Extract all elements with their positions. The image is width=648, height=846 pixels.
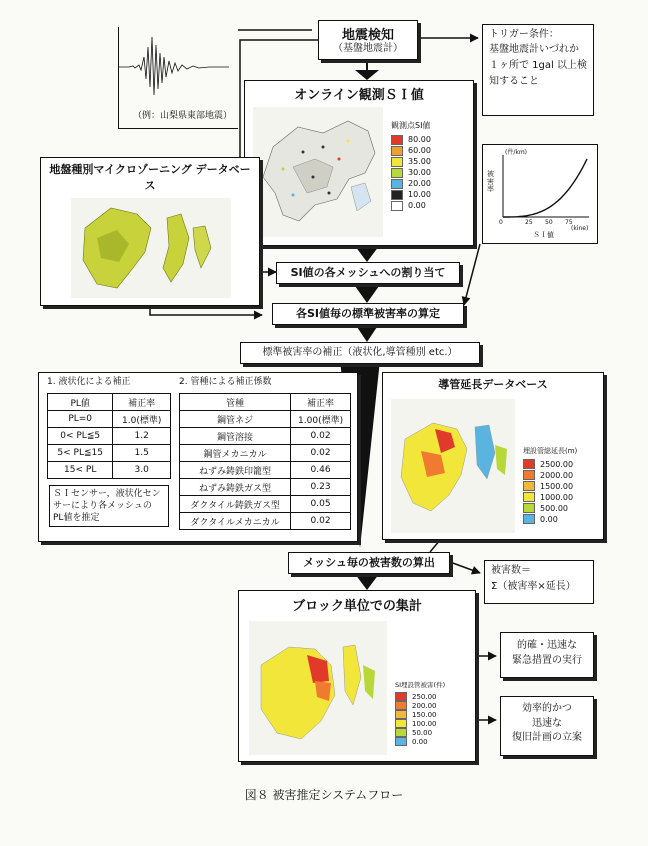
legend-row: 0.00: [523, 514, 599, 525]
detection-sub: （基盤地震計）: [333, 43, 403, 54]
liquefaction-note: ＳＩセンサー，液状化センサーにより各メッシュの PL値を推定: [49, 485, 169, 527]
pipe-length-map: [391, 399, 515, 533]
curve-yunit: (件/km): [505, 149, 528, 156]
liquefaction-heading: 1. 液状化による補正: [47, 377, 131, 387]
arrow-down-4: [355, 324, 379, 342]
pipe-length-legend: [523, 447, 599, 525]
online-si-map-graphic: [253, 107, 383, 237]
table-row: 5< PL≦15 1.5: [48, 445, 171, 462]
legend-swatch: [523, 514, 535, 524]
pipe-length-legend-title: 埋設管総延長(m): [523, 447, 578, 455]
damage-rate-curve: [482, 144, 598, 244]
step-rate-label: 各SI値毎の標準被害率の算定: [295, 307, 440, 320]
online-si-title: オンライン観測ＳＩ値: [294, 88, 424, 103]
out2-line1: 効率的かつ: [522, 703, 572, 714]
legend-row: 20.00: [391, 178, 467, 189]
block-map-graphic: [249, 621, 387, 755]
formula-line1: 被害数＝: [491, 565, 531, 576]
block-legend-title: SI埋設管被害(件): [395, 681, 446, 689]
legend-swatch: [395, 692, 407, 701]
microzoning-map-graphic: [71, 198, 231, 298]
table-row: 鋼管溶接 0.02: [180, 428, 351, 445]
step-rate-box: [272, 303, 464, 325]
curve-xtick: 75: [565, 219, 573, 226]
arrow-down-1: [355, 70, 379, 80]
legend-row: 250.00: [395, 692, 473, 701]
legend-swatch: [523, 470, 535, 480]
trigger-body: 基盤地震計いづれか１ヶ所で 1gal 以上検知すること: [489, 43, 587, 87]
step-assign-box: [276, 262, 460, 284]
trigger-condition-box: [482, 24, 594, 116]
out1-line1: 的確・迅速な: [517, 640, 577, 651]
legend-row: 100.00: [395, 719, 473, 728]
legend-row: 2000.00: [523, 470, 599, 481]
legend-swatch: [395, 701, 407, 710]
liq-col2: 補正率: [113, 394, 171, 411]
microzoning-map: [71, 198, 231, 298]
block-aggregation-box: [238, 590, 476, 762]
legend-row: 0.00: [391, 200, 467, 211]
curve-line: [503, 159, 587, 217]
pipe-type-heading: 2. 管種による補正係数: [179, 377, 272, 387]
seismogram-caption: （例：山梨県東部地震）: [133, 111, 233, 121]
curve-xtick: 25: [525, 219, 533, 226]
curve-xunit: (kine): [571, 225, 589, 232]
legend-row: 30.00: [391, 167, 467, 178]
online-si-box: [244, 80, 474, 246]
microzoning-box: [40, 157, 260, 306]
legend-swatch: [391, 190, 403, 200]
arrow-down-3: [355, 286, 379, 303]
legend-row: 2500.00: [523, 459, 599, 470]
online-si-legend: [391, 121, 467, 211]
curve-xlabel: ＳＩ値: [533, 231, 554, 239]
damage-formula-box: [484, 560, 594, 604]
legend-swatch: [391, 179, 403, 189]
figure-caption: 図８ 被害推定システムフロー: [244, 788, 404, 802]
legend-swatch: [523, 503, 535, 513]
block-map: [249, 621, 387, 755]
seismogram-wave: [119, 27, 239, 107]
block-title: ブロック単位での集計: [292, 599, 422, 614]
curve-xtick: 50: [545, 219, 553, 226]
legend-row: 150.00: [395, 710, 473, 719]
outcome-emergency-box: [500, 632, 594, 678]
legend-row: 500.00: [523, 503, 599, 514]
curve-ylabel: 被害率: [487, 170, 494, 194]
legend-row: 1500.00: [523, 481, 599, 492]
trigger-label: トリガー条件：: [489, 29, 559, 40]
step-mesh-label: メッシュ毎の被害数の算出: [303, 556, 435, 569]
legend-swatch: [391, 168, 403, 178]
legend-swatch: [391, 201, 403, 211]
outcome-recovery-box: [500, 696, 594, 756]
block-legend: [395, 681, 473, 746]
legend-row: 60.00: [391, 145, 467, 156]
detection-title: 地震検知: [341, 28, 394, 43]
table-row: ねずみ鋳鉄印籠型 0.46: [180, 462, 351, 479]
legend-row: 50.00: [395, 728, 473, 737]
legend-swatch: [391, 135, 403, 145]
step-assign-label: SI値の各メッシュへの割り当て: [290, 266, 446, 279]
legend-swatch: [391, 146, 403, 156]
out1-line2: 緊急措置の実行: [512, 654, 582, 666]
microzoning-title: 地盤種別マイクロゾーニング データベース: [49, 163, 251, 192]
table-row: ダクタイル鋳鉄ガス型 0.05: [180, 496, 351, 513]
legend-row: 0.00: [395, 737, 473, 746]
legend-row: 80.00: [391, 134, 467, 145]
step-mesh-box: [288, 552, 450, 574]
legend-row: 200.00: [395, 701, 473, 710]
legend-row: 10.00: [391, 189, 467, 200]
table-row: 鋼管ネジ 1.00(標準): [180, 411, 351, 428]
legend-swatch: [395, 737, 407, 746]
step-correct-label: 標準被害率の補正（液状化,導管種別 etc.）: [262, 347, 458, 358]
legend-swatch: [395, 728, 407, 737]
legend-swatch: [523, 459, 535, 469]
pipe-length-title: 導管延長データベース: [438, 378, 548, 391]
table-row: ねずみ鋳鉄ガス型 0.23: [180, 479, 351, 496]
legend-swatch: [395, 710, 407, 719]
table-row: 鋼管メカニカル 0.02: [180, 445, 351, 462]
curve-xtick: 0: [499, 219, 503, 226]
pipe-length-box: [382, 372, 604, 540]
arrow-down-2: [355, 246, 379, 262]
pipe-col1: 管種: [180, 394, 291, 411]
legend-swatch: [523, 492, 535, 502]
formula-line2: Σ（被害率×延長）: [491, 580, 576, 592]
legend-swatch: [523, 481, 535, 491]
arrow-down-5: [355, 574, 379, 590]
out2-line3: 復旧計画の立案: [512, 732, 582, 743]
table-row: PL=0 1.0(標準): [48, 411, 171, 428]
liquefaction-table: [47, 393, 171, 479]
pipe-col2: 補正率: [291, 394, 351, 411]
legend-swatch: [391, 157, 403, 167]
seismogram-panel: [118, 27, 238, 129]
pipe-length-map-graphic: [391, 399, 515, 533]
table-row: 0< PL≦5 1.2: [48, 428, 171, 445]
legend-swatch: [395, 719, 407, 728]
liq-col1: PL値: [48, 394, 113, 411]
step-correct-box: [240, 342, 480, 364]
legend-row: 35.00: [391, 156, 467, 167]
table-row: 15< PL 3.0: [48, 462, 171, 479]
pipe-type-table: [179, 393, 351, 530]
online-si-map: [253, 107, 383, 237]
legend-row: 1000.00: [523, 492, 599, 503]
table-row: ダクタイルメカニカル 0.02: [180, 513, 351, 530]
online-si-legend-title: 観測点SI値: [391, 121, 431, 130]
correction-panel: [38, 372, 358, 542]
earthquake-detection-box: [318, 20, 418, 60]
out2-line2: 迅速な: [532, 717, 562, 729]
